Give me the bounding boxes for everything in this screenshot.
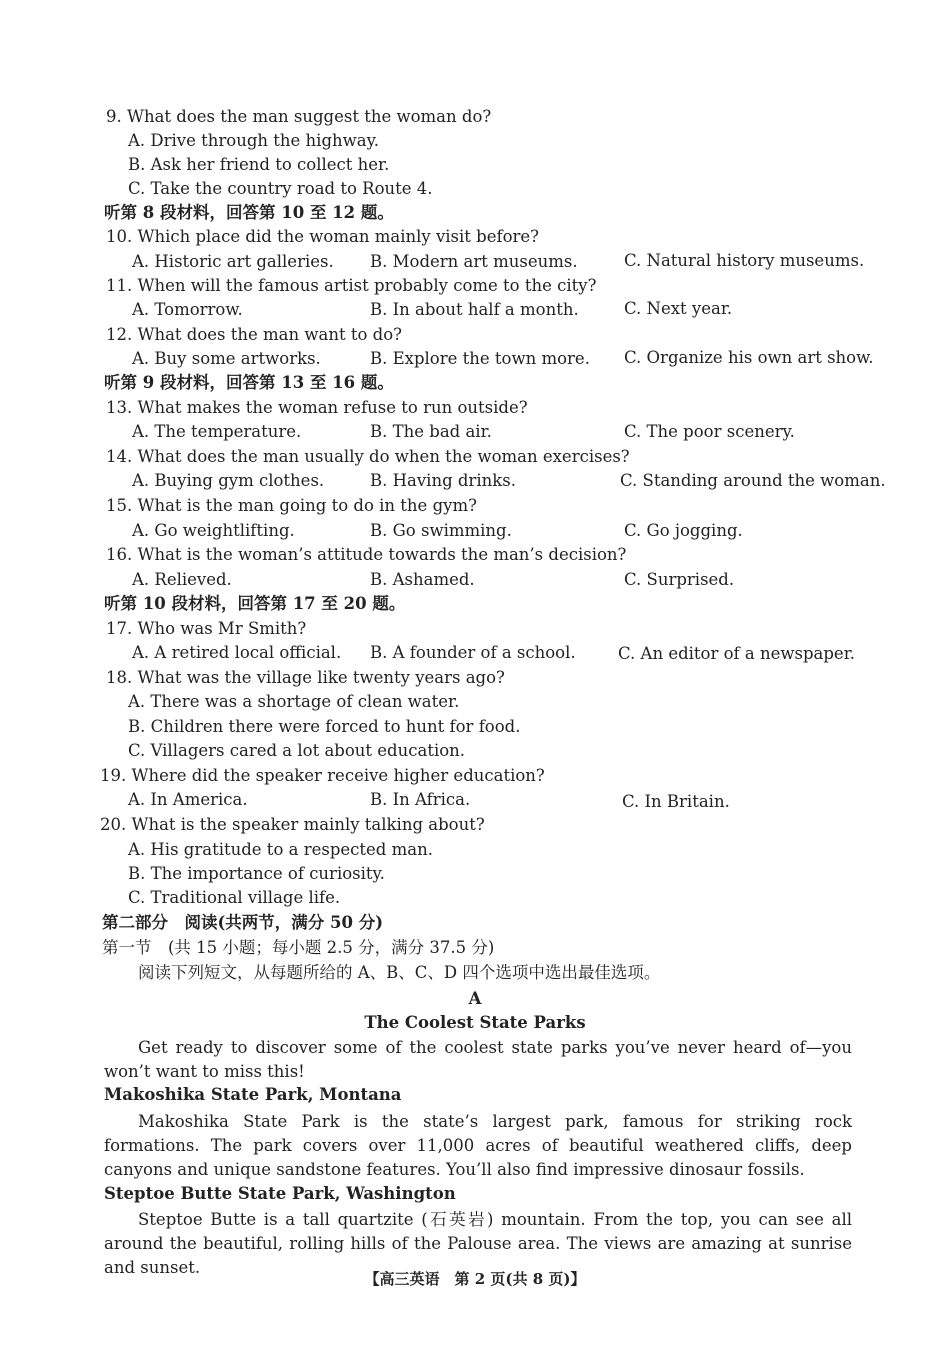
question-17: 17. Who was Mr Smith? bbox=[106, 619, 307, 638]
q19-option-c: C. In Britain. bbox=[622, 792, 730, 811]
q15-option-b: B. Go swimming. bbox=[370, 521, 512, 540]
question-20: 20. What is the speaker mainly talking about? bbox=[100, 815, 485, 834]
q16-option-b: B. Ashamed. bbox=[370, 570, 475, 589]
q16-option-a: A. Relieved. bbox=[132, 570, 232, 589]
q13-option-b: B. The bad air. bbox=[370, 422, 492, 441]
q11-option-b: B. In about half a month. bbox=[370, 300, 579, 319]
q12-option-c: C. Organize his own art show. bbox=[624, 348, 874, 367]
q19-option-a: A. In America. bbox=[128, 790, 248, 809]
q20-option-a: A. His gratitude to a respected man. bbox=[128, 840, 433, 859]
question-13: 13. What makes the woman refuse to run outside? bbox=[106, 398, 528, 417]
q14-option-a: A. Buying gym clothes. bbox=[132, 471, 325, 490]
q16-option-c: C. Surprised. bbox=[624, 570, 735, 589]
question-10: 10. Which place did the woman mainly visit before? bbox=[106, 227, 540, 246]
park-1-heading: Makoshika State Park, Montana bbox=[104, 1085, 402, 1104]
passage-title: The Coolest State Parks bbox=[364, 1013, 586, 1032]
q18-option-b: B. Children there were forced to hunt for food. bbox=[128, 717, 521, 736]
q10-option-a: A. Historic art galleries. bbox=[132, 252, 334, 271]
q15-option-a: A. Go weightlifting. bbox=[132, 521, 295, 540]
passage-letter: A bbox=[468, 989, 482, 1008]
q20-option-b: B. The importance of curiosity. bbox=[128, 864, 385, 883]
q9-option-c: C. Take the country road to Route 4. bbox=[128, 179, 433, 198]
q18-option-c: C. Villagers cared a lot about education. bbox=[128, 741, 466, 760]
part-2-heading: 第二部分 阅读(共两节，满分 50 分) bbox=[102, 913, 384, 932]
question-16: 16. What is the woman’s attitude towards the man’s decision? bbox=[106, 545, 627, 564]
passage-intro: Get ready to discover some of the coolest state parks you’ve never heard of—you won’t want to miss this! bbox=[104, 1038, 852, 1081]
q9-option-b: B. Ask her friend to collect her. bbox=[128, 155, 390, 174]
question-19: 19. Where did the speaker receive higher education? bbox=[100, 766, 545, 785]
q13-option-c: C. The poor scenery. bbox=[624, 422, 795, 441]
question-14: 14. What does the man usually do when the woman exercises? bbox=[106, 447, 630, 466]
q10-option-c: C. Natural history museums. bbox=[624, 251, 865, 270]
question-9: 9. What does the man suggest the woman do? bbox=[106, 107, 492, 126]
question-18: 18. What was the village like twenty years ago? bbox=[106, 668, 505, 687]
section-10-heading: 听第 10 段材料，回答第 17 至 20 题。 bbox=[104, 594, 406, 613]
q18-option-a: A. There was a shortage of clean water. bbox=[128, 692, 460, 711]
park-2-heading: Steptoe Butte State Park, Washington bbox=[104, 1184, 456, 1203]
q14-option-b: B. Having drinks. bbox=[370, 471, 516, 490]
q15-option-c: C. Go jogging. bbox=[624, 521, 743, 540]
reading-instruction: 阅读下列短文，从每题所给的 A、B、C、D 四个选项中选出最佳选项。 bbox=[138, 963, 661, 982]
q11-option-c: C. Next year. bbox=[624, 299, 733, 318]
q17-option-b: B. A founder of a school. bbox=[370, 643, 576, 662]
section-9-heading: 听第 9 段材料，回答第 13 至 16 题。 bbox=[104, 373, 394, 392]
question-12: 12. What does the man want to do? bbox=[106, 325, 402, 344]
q12-option-b: B. Explore the town more. bbox=[370, 349, 590, 368]
q19-option-b: B. In Africa. bbox=[370, 790, 471, 809]
q12-option-a: A. Buy some artworks. bbox=[132, 349, 321, 368]
q9-option-a: A. Drive through the highway. bbox=[128, 131, 379, 150]
park-2-text: Steptoe Butte is a tall quartzite (石英岩) mountain. From the top, you can see all around the beautiful, rolling hills of the Palouse area. The views are amazing at sunrise and sunset. bbox=[104, 1210, 852, 1277]
q17-option-c: C. An editor of a newspaper. bbox=[618, 644, 856, 663]
question-11: 11. When will the famous artist probably come to the city? bbox=[106, 276, 597, 295]
q10-option-b: B. Modern art museums. bbox=[370, 252, 578, 271]
q11-option-a: A. Tomorrow. bbox=[132, 300, 243, 319]
q17-option-a: A. A retired local official. bbox=[132, 643, 342, 662]
section-8-heading: 听第 8 段材料，回答第 10 至 12 题。 bbox=[104, 203, 394, 222]
q20-option-c: C. Traditional village life. bbox=[128, 888, 341, 907]
q13-option-a: A. The temperature. bbox=[132, 422, 302, 441]
section-1-heading: 第一节 (共 15 小题；每小题 2.5 分，满分 37.5 分) bbox=[102, 938, 495, 957]
question-15: 15. What is the man going to do in the gym? bbox=[106, 496, 477, 515]
q14-option-c: C. Standing around the woman. bbox=[620, 471, 886, 490]
park-1-text: Makoshika State Park is the state’s largest park, famous for striking rock formations. The park covers over 11,000 acres of beautiful weathered cliffs, deep canyons and unique sandstone features. You’ll also find impressive dinosaur fossils. bbox=[104, 1112, 852, 1179]
page-footer: 【高三英语 第 2 页(共 8 页)】 bbox=[364, 1270, 586, 1288]
